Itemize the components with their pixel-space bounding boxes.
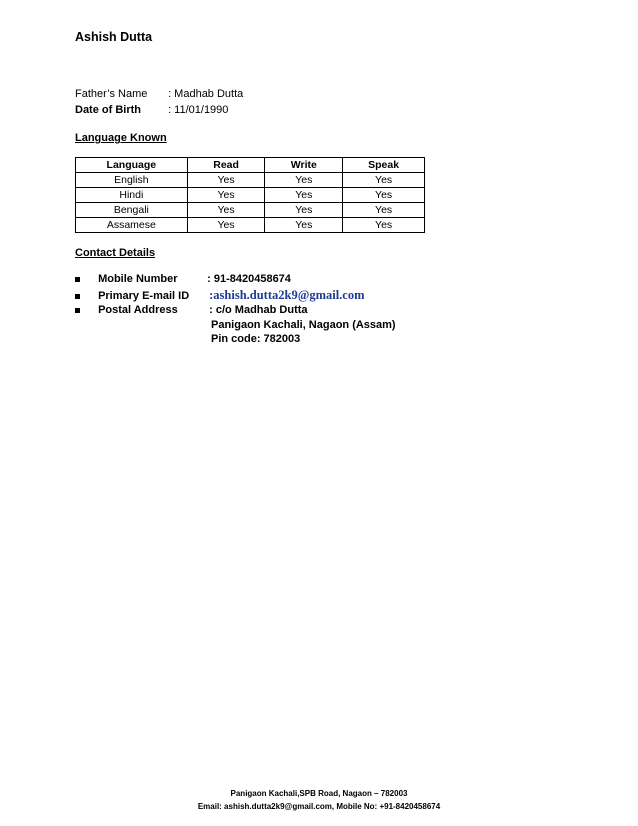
language-table	[75, 157, 425, 233]
read-cell: Yes	[187, 188, 265, 203]
mobile-row	[75, 273, 291, 285]
mobile-label: Mobile Number	[98, 273, 178, 285]
speak-cell: Yes	[343, 203, 425, 218]
resume-name: Ashish Dutta	[75, 30, 153, 44]
address-line-3: Pin code: 782003	[211, 333, 301, 345]
read-cell: Yes	[187, 203, 265, 218]
email-row	[75, 288, 365, 303]
header-speak: Speak	[343, 158, 425, 173]
dob-row	[75, 104, 228, 116]
bullet-icon	[75, 277, 80, 282]
language-cell: Hindi	[76, 188, 188, 203]
table-row	[76, 173, 425, 188]
header-language: Language	[76, 158, 188, 173]
contact-details-heading: Contact Details	[75, 247, 156, 259]
bullet-icon	[75, 308, 80, 313]
address-line-2: Panigaon Kachali, Nagaon (Assam)	[211, 319, 396, 331]
mobile-value: : 91-8420458674	[207, 273, 291, 285]
write-cell: Yes	[265, 203, 343, 218]
table-row	[76, 188, 425, 203]
footer-contact: Email: ashish.dutta2k9@gmail.com, Mobile No: +91-8420458674	[197, 802, 441, 811]
address-row	[75, 304, 308, 316]
speak-cell: Yes	[343, 218, 425, 233]
write-cell: Yes	[265, 173, 343, 188]
language-cell: Bengali	[76, 203, 188, 218]
write-cell: Yes	[265, 218, 343, 233]
header-write: Write	[265, 158, 343, 173]
read-cell: Yes	[187, 218, 265, 233]
address-line-1: : c/o Madhab Dutta	[209, 304, 308, 316]
speak-cell: Yes	[343, 188, 425, 203]
email-label: Primary E-mail ID	[98, 290, 190, 302]
read-cell: Yes	[187, 173, 265, 188]
father-name-row	[75, 88, 243, 100]
language-cell: English	[76, 173, 188, 188]
address-label: Postal Address	[98, 304, 178, 316]
header-read: Read	[187, 158, 265, 173]
language-table-header	[76, 158, 425, 173]
father-name-value: : Madhab Dutta	[168, 88, 244, 100]
language-known-heading: Language Known	[75, 132, 167, 144]
bullet-icon	[75, 294, 80, 299]
table-row	[76, 203, 425, 218]
speak-cell: Yes	[343, 173, 425, 188]
language-cell: Assamese	[76, 218, 188, 233]
write-cell: Yes	[265, 188, 343, 203]
father-name-label: Father’s Name	[75, 88, 148, 100]
dob-value: : 11/01/1990	[168, 104, 229, 116]
footer-address: Panigaon Kachali,SPB Road, Nagaon – 782003	[230, 789, 408, 798]
table-row	[76, 218, 425, 233]
email-link[interactable]: :ashish.dutta2k9@gmail.com	[209, 288, 365, 302]
dob-label: Date of Birth	[75, 104, 141, 116]
